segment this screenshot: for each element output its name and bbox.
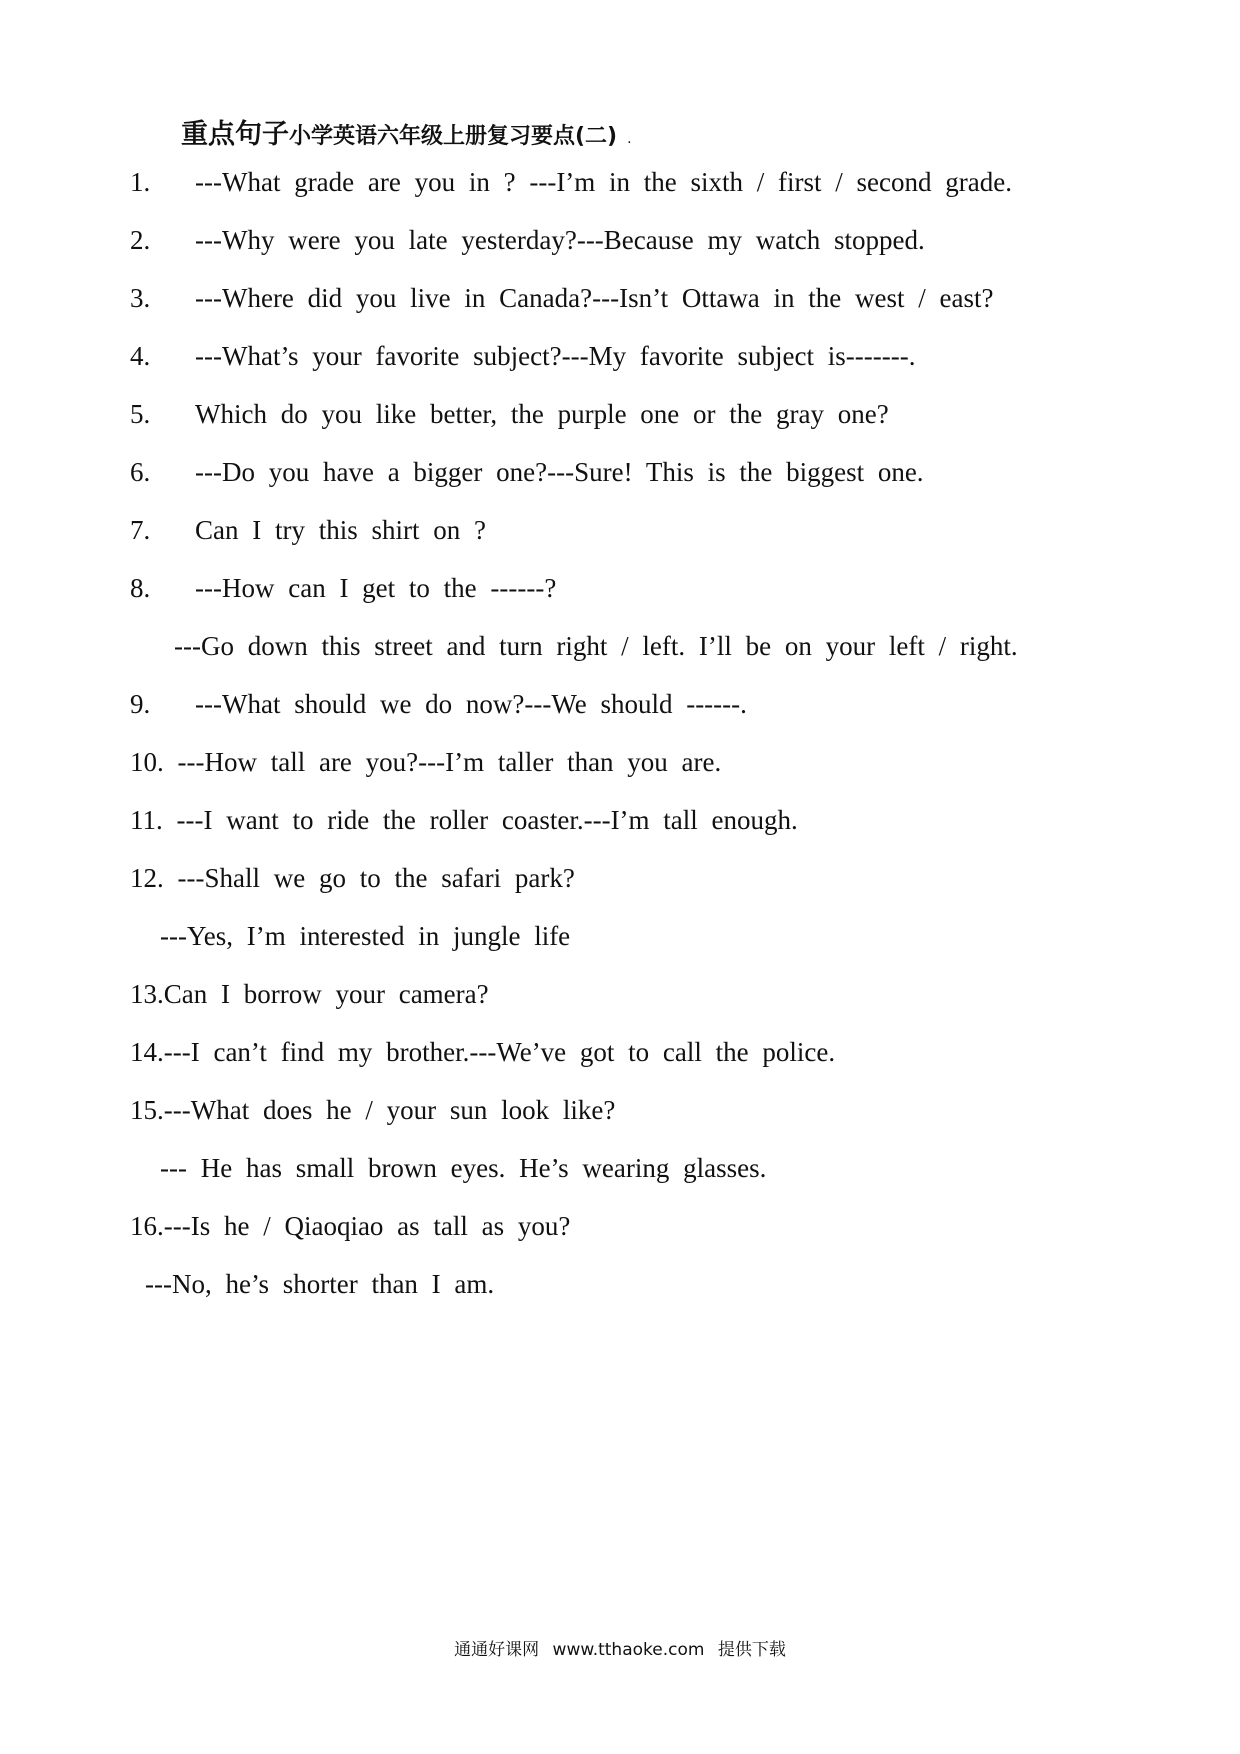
line-number: 7. (130, 515, 151, 545)
line-text: ---Do you have a bigger one?---Sure! This is the biggest one. (195, 457, 924, 487)
line-text: 13.Can I borrow your camera? (130, 979, 489, 1009)
sentence-line-12-answer (160, 919, 570, 953)
line-text: 15.---What does he / your sun look like? (130, 1095, 616, 1125)
sentence-line-8 (130, 571, 556, 605)
footer-url: www.tthaoke.com (552, 1640, 705, 1660)
line-text: Can I try this shirt on ? (195, 515, 486, 545)
line-number: 5. (130, 399, 151, 429)
sentence-line-15 (130, 1093, 615, 1127)
sentence-line-8-answer (174, 629, 1018, 663)
sentence-line-14 (130, 1035, 835, 1069)
line-number: 2. (130, 225, 151, 255)
sentence-line-5 (130, 397, 889, 431)
footer-site-name: 通通好课网 (454, 1640, 540, 1660)
sentence-line-15-answer (160, 1151, 766, 1185)
title-sub: 小学英语六年级上册复习要点(二) (289, 124, 618, 149)
line-number: 1. (130, 167, 151, 197)
sentence-line-16-answer (145, 1267, 494, 1301)
sentence-line-4 (130, 339, 915, 373)
title-mark: . (627, 131, 632, 147)
sentence-line-7 (130, 513, 486, 547)
sentence-line-13 (130, 977, 489, 1011)
sentence-line-1 (130, 165, 1012, 199)
line-text: Which do you like better, the purple one or the gray one? (195, 399, 889, 429)
line-text: ---Yes, I’m interested in jungle life (160, 921, 571, 951)
sentence-line-11 (130, 803, 798, 837)
line-number: 3. (130, 283, 151, 313)
line-text: 14.---I can’t find my brother.---We’ve got to call the police. (130, 1037, 836, 1067)
line-text: 16.---Is he / Qiaoqiao as tall as you? (130, 1211, 571, 1241)
line-text: 11. ---I want to ride the roller coaster.---I’m tall enough. (130, 805, 798, 835)
line-text: ---Go down this street and turn right / left. I’ll be on your left / right. (174, 631, 1018, 661)
line-text: ---Why were you late yesterday?---Because my watch stopped. (195, 225, 925, 255)
footer-suffix: 提供下载 (717, 1640, 786, 1660)
page-title (181, 112, 632, 151)
sentence-line-16 (130, 1209, 570, 1243)
line-number: 6. (130, 457, 151, 487)
sentence-line-10 (130, 745, 721, 779)
line-text: --- He has small brown eyes. He’s wearing glasses. (160, 1153, 767, 1183)
title-main: 重点句子 (181, 119, 289, 150)
line-text: ---Where did you live in Canada?---Isn’t Ottawa in the west / east? (195, 283, 994, 313)
sentence-line-2 (130, 223, 925, 257)
sentence-line-3 (130, 281, 994, 315)
line-number: 8. (130, 573, 151, 603)
line-text: 10. ---How tall are you?---I’m taller than you are. (130, 747, 722, 777)
line-text: ---How can I get to the ------? (195, 573, 557, 603)
line-text: ---No, he’s shorter than I am. (145, 1269, 495, 1299)
line-text: 12. ---Shall we go to the safari park? (130, 863, 575, 893)
line-text: ---What’s your favorite subject?---My favorite subject is-------. (195, 341, 916, 371)
line-number: 9. (130, 689, 151, 719)
line-number: 4. (130, 341, 151, 371)
line-text: ---What grade are you in ? ---I’m in the sixth / first / second grade. (195, 167, 1012, 197)
sentence-line-12 (130, 861, 575, 895)
sentence-line-9 (130, 687, 747, 721)
sentence-line-6 (130, 455, 924, 489)
line-text: ---What should we do now?---We should ------. (195, 689, 747, 719)
page-footer (0, 1635, 1240, 1660)
